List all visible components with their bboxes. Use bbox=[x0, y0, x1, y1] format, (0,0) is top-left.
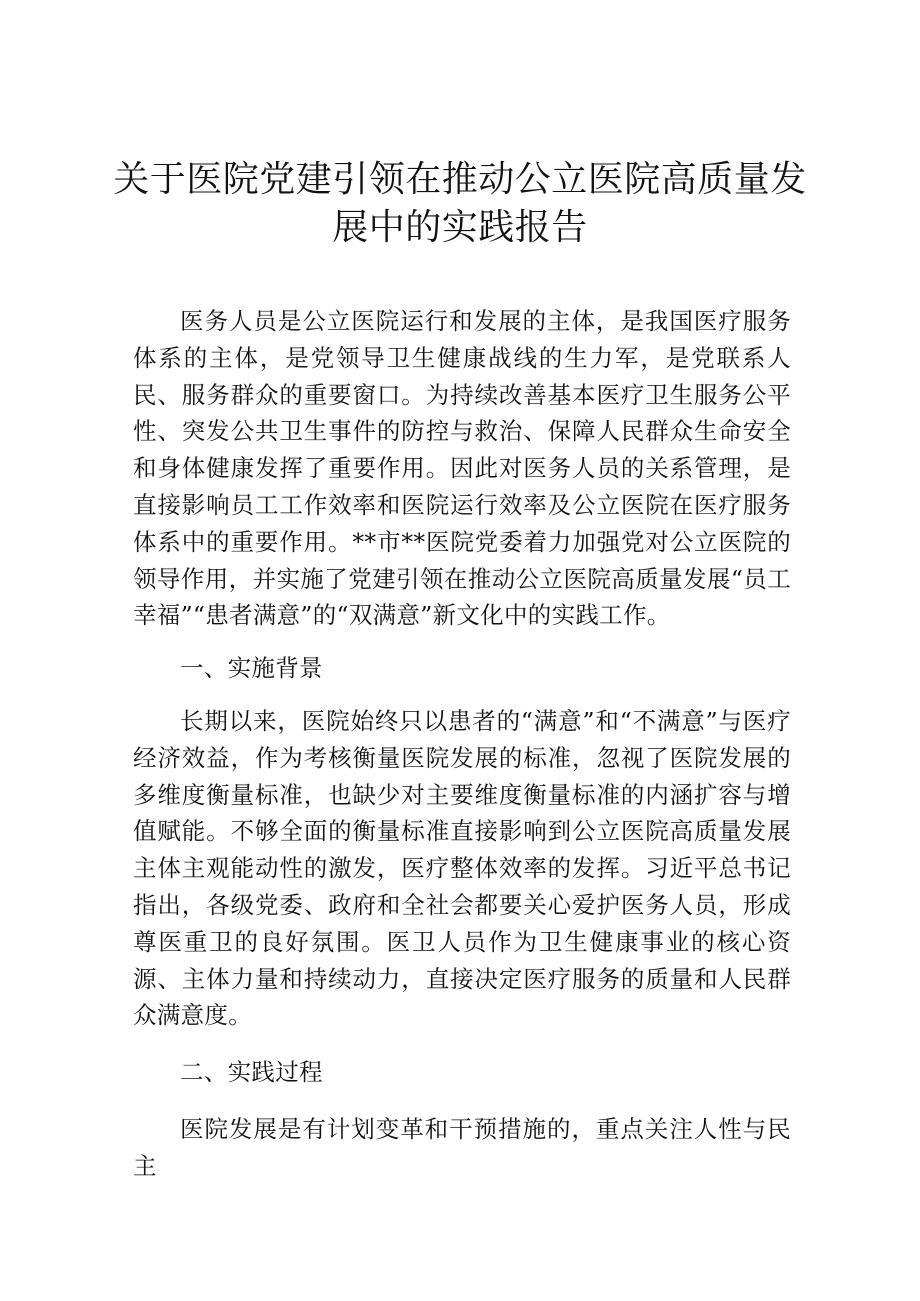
section-heading-process: 二、实践过程 bbox=[180, 1058, 323, 1087]
paragraph-intro: 医务人员是公立医院运行和发展的主体，是我国医疗服务体系的主体，是党领导卫生健康战线的生力军，是党联系人民、服务群众的重要窗口。为持续改善基本医疗卫生服务公平性、突发公共卫生事件的防控与救治、保障人民群众生命安全和身体健康发挥了重要作用。因此对医务人员的关系管理，是直接影响员工工作效率和医院运行效率及公立医院在医疗服务体系中的重要作用。**市**医院党委着力加强党对公立医院的领导作用，并实施了党建引领在推动公立医院高质量发展“员工幸福”“患者满意”的“双满意”新文化中的实践工作。 bbox=[133, 307, 791, 630]
paragraph-process: 医院发展是有计划变革和干预措施的，重点关注人性与民主 bbox=[133, 1114, 791, 1180]
paragraph-background: 长期以来，医院始终只以患者的“满意”和“不满意”与医疗经济效益，作为考核衡量医院发展的标准，忽视了医院发展的多维度衡量标准，也缺少对主要维度衡量标准的内涵扩容与增值赋能。不够全面的衡量标准直接影响到公立医院高质量发展主体主观能动性的激发，医疗整体效率的发挥。习近平总书记指出，各级党委、政府和全社会都要关心爱护医务人员，形成尊医重卫的良好氛围。医卫人员作为卫生健康事业的核心资源、主体力量和持续动力，直接决定医疗服务的质量和人民群众满意度。 bbox=[133, 706, 791, 1030]
title-line-1: 关于医院党建引领在推动公立医院高质量发 bbox=[113, 159, 807, 200]
title-line-2: 展中的实践报告 bbox=[332, 207, 588, 248]
section-heading-background: 一、实施背景 bbox=[180, 654, 323, 683]
document-body bbox=[133, 303, 791, 1185]
document-title bbox=[0, 156, 920, 252]
